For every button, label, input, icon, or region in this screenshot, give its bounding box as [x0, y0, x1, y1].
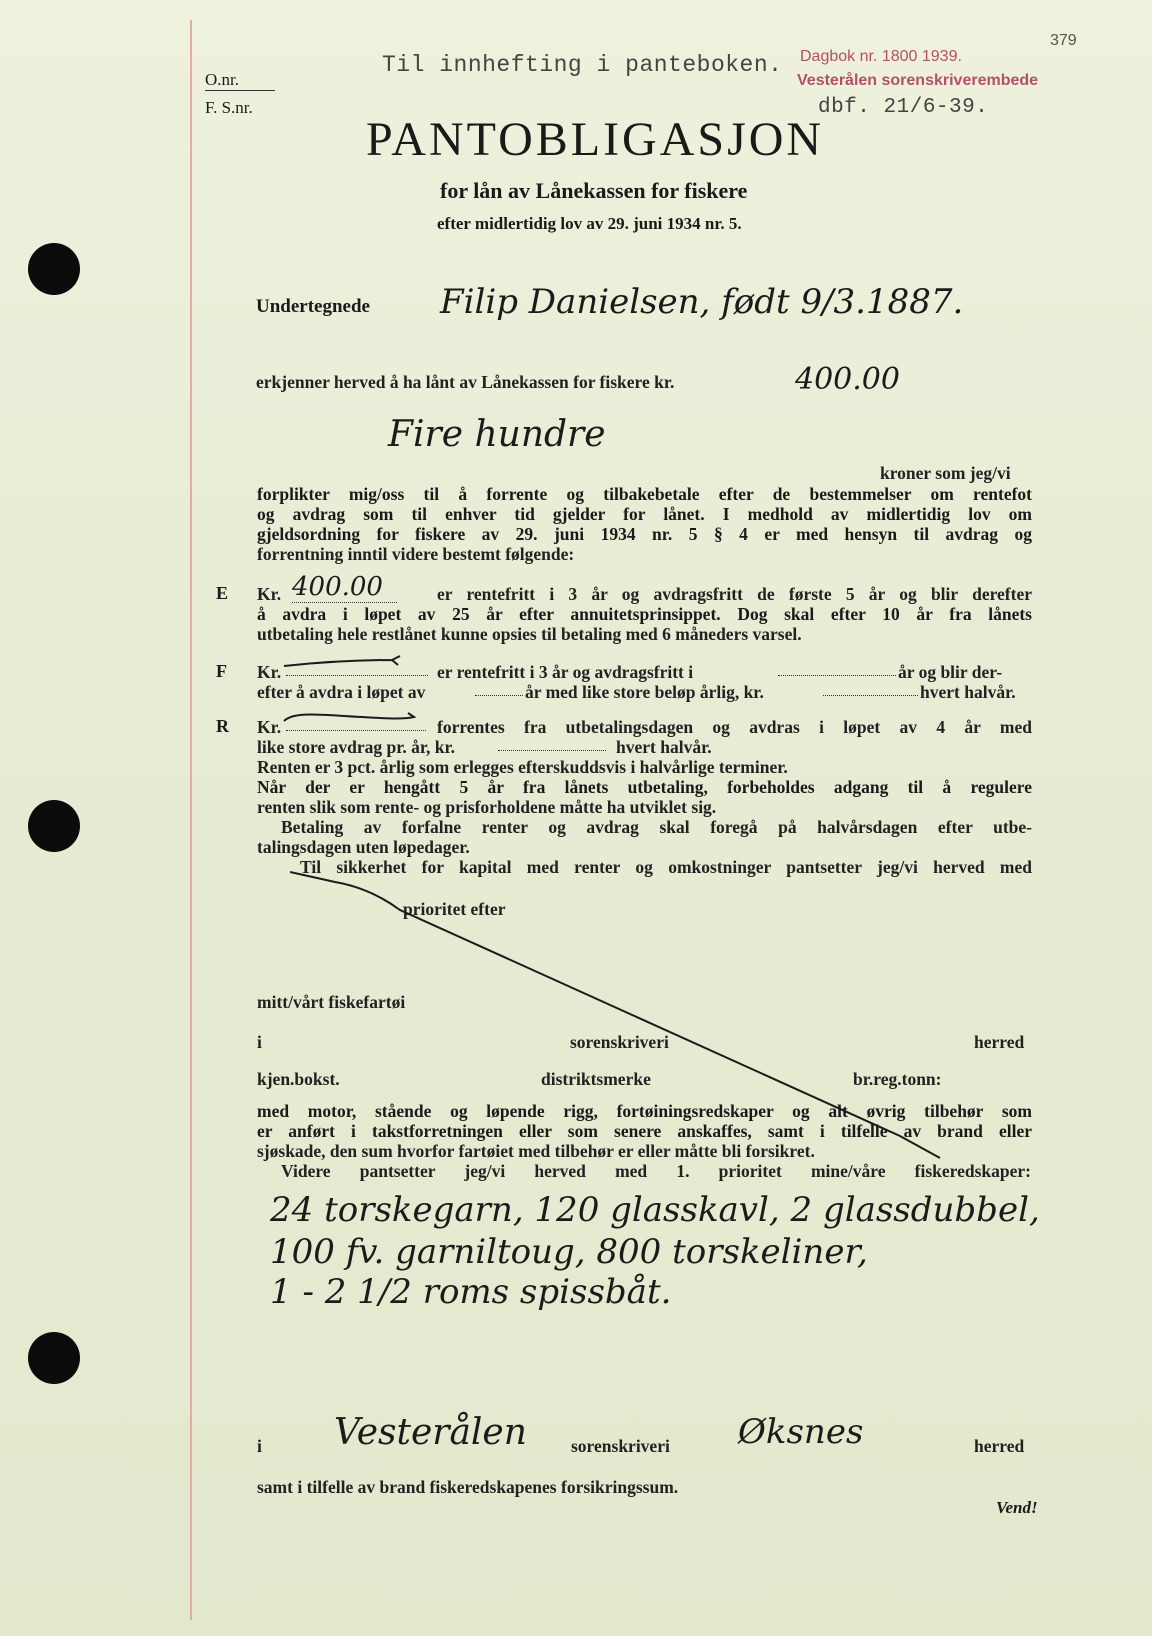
fsnr-label: F. S.nr.	[205, 98, 253, 117]
punch-hole-middle	[28, 800, 80, 852]
section-f-kr-label: Kr.	[257, 662, 282, 682]
section-r-letter: R	[216, 716, 229, 736]
fartoi-sorenskriveri-label: sorenskriveri	[570, 1032, 669, 1052]
section-f-line-1a: er rentefritt i 3 år og avdragsfritt i	[437, 662, 694, 682]
vend-label: Vend!	[996, 1498, 1038, 1517]
section-f-line-2c: hvert halvår.	[920, 682, 1016, 702]
fiskefartoi-label: mitt/vårt fiskefartøi	[257, 992, 406, 1012]
paragraph-3-line-1: med motor, stående og løpende rigg, fortøiningsredskaper og alt øvrig tilbehør som	[257, 1101, 1032, 1121]
paragraph-3-line-3: sjøskade, den sum hvorfor fartøiet med tilbehør er eller måtte bli forsikret.	[257, 1141, 815, 1161]
paragraph-2-line-3: renten slik som rente- og prisforholdene måtte ha utviklet sig.	[257, 797, 717, 817]
margin-line	[190, 20, 192, 1620]
section-r-line-2b: hvert halvår.	[616, 737, 712, 757]
borrower-name-handwritten: Filip Danielsen, født 9/3.1887.	[440, 282, 964, 322]
distriktsmerke-label: distriktsmerke	[541, 1069, 651, 1089]
bottom-sorenskriveri-label: sorenskriveri	[571, 1436, 670, 1456]
section-f-strike-stroke	[282, 652, 407, 672]
section-e-kr-label: Kr.	[257, 584, 282, 604]
paragraph-3-line-2: er anført i takstforretningen eller som senere anskaffes, samt i tilfelle av brand eller	[257, 1121, 1032, 1141]
section-f-line-2b: år med like store beløp årlig, kr.	[525, 682, 764, 702]
section-e-letter: E	[216, 583, 229, 603]
page-number: 379	[1050, 32, 1077, 49]
brregtonn-label: br.reg.tonn:	[853, 1069, 942, 1089]
bottom-herred-handwritten: Øksnes	[738, 1412, 864, 1452]
kjenbokst-label: kjen.bokst.	[257, 1069, 340, 1089]
stamp-dagbok: Dagbok nr. 1800 1939.	[800, 48, 962, 65]
loan-amount-handwritten: 400.00	[795, 362, 900, 397]
paragraph-2-line-1: Renten er 3 pct. årlig som erlegges efterskuddsvis i halvårlige terminer.	[257, 757, 788, 777]
section-e-line-1: er rentefritt i 3 år og avdragsfritt de første 5 år og blir derefter	[437, 584, 1032, 604]
document-subtitle: for lån av Lånekassen for fiskere	[440, 178, 748, 203]
section-f-line-2a: efter å avdra i løpet av	[257, 682, 426, 702]
section-r-line-1: forrentes fra utbetalingsdagen og avdras i løpet av 4 år med	[437, 717, 1032, 737]
loan-amount-words-handwritten: Fire hundre	[388, 414, 606, 455]
paragraph-2-line-2: Når der er hengått 5 år fra lånets utbetaling, forbeholdes adgang til å regulere	[257, 777, 1032, 797]
prioritet-efter-label: prioritet efter	[403, 899, 506, 919]
paragraph-1-line-4: forrentning inntil videre bestemt følgende:	[257, 544, 575, 564]
section-f-amount2-blank	[823, 695, 918, 696]
section-f-letter: F	[216, 661, 227, 681]
section-r-line-2a: like store avdrag pr. år, kr.	[257, 737, 456, 757]
videre-pantsetter-line: Videre pantsetter jeg/vi herved med 1. prioritet mine/våre fiskeredskaper:	[281, 1161, 1031, 1181]
section-f-amount-blank	[286, 675, 428, 676]
section-f-years-blank	[778, 675, 896, 676]
paragraph-2-line-5: talingsdagen uten løpedager.	[257, 837, 470, 857]
section-f-line-1b: år og blir der-	[898, 662, 1003, 682]
fartoi-i-label: i	[257, 1032, 262, 1052]
section-e-amount-handwritten: 400.00	[292, 572, 397, 603]
bottom-herred-label: herred	[974, 1436, 1025, 1456]
paragraph-1-line-1: forplikter mig/oss til å forrente og tilbakebetale efter de bestemmelser om rentefot	[257, 484, 1032, 504]
undertegnede-label: Undertegnede	[256, 296, 370, 317]
samt-forsikringssum-line: samt i tilfelle av brand fiskeredskapenes forsikringssum.	[257, 1477, 679, 1497]
paragraph-1-line-3: gjeldsordning for fiskere av 29. juni 1934 nr. 5 § 4 er med hensyn til avdrag og	[257, 524, 1032, 544]
onr-label: O.nr.	[205, 70, 275, 91]
paragraph-2-line-4: Betaling av forfalne renter og avdrag skal foregå på halvårsdagen efter utbe-	[281, 817, 1032, 837]
typed-dbf: dbf. 21/6-39.	[818, 96, 989, 119]
erkjenner-text: erkjenner herved å ha lånt av Lånekassen for fiskere kr.	[256, 372, 675, 392]
section-r-strike-stroke	[282, 707, 422, 727]
section-r-amount-blank	[286, 730, 426, 731]
punch-hole-bottom	[28, 1332, 80, 1384]
paragraph-1-line-2: og avdrag som til enhver tid gjelder for lånet. I medhold av midlertidig lov om	[257, 504, 1032, 524]
document-title: PANTOBLIGASJON	[366, 113, 825, 166]
kroner-line: kroner som jeg/vi	[880, 463, 1011, 483]
document-law-reference: efter midlertidig lov av 29. juni 1934 nr. 5.	[437, 214, 742, 233]
fartoi-herred-label: herred	[974, 1032, 1025, 1052]
stamp-office: Vesterålen sorenskriverembede	[797, 72, 1039, 89]
gear-line-2-handwritten: 100 fv. garniltoug, 800 torskeliner,	[270, 1232, 868, 1272]
typed-note: Til innhefting i panteboken.	[382, 52, 783, 78]
punch-hole-top	[28, 243, 80, 295]
section-f-period-blank	[475, 695, 523, 696]
section-r-amount2-blank	[498, 750, 606, 751]
paragraph-2-line-6: Til sikkerhet for kapital med renter og omkostninger pantsetter jeg/vi herved med	[300, 857, 1032, 877]
gear-line-1-handwritten: 24 torskegarn, 120 glasskavl, 2 glassdubbel,	[270, 1190, 1040, 1230]
bottom-sorenskriveri-handwritten: Vesterålen	[334, 1412, 527, 1453]
bottom-i-label: i	[257, 1436, 262, 1456]
gear-line-3-handwritten: 1 - 2 1/2 roms spissbåt.	[270, 1272, 672, 1312]
section-e-line-2: å avdra i løpet av 25 år efter annuitetsprinsippet. Dog skal efter 10 år fra lånets	[257, 604, 1032, 624]
section-e-line-3: utbetaling hele restlånet kunne opsies til betaling med 6 måneders varsel.	[257, 624, 802, 644]
section-r-kr-label: Kr.	[257, 717, 282, 737]
